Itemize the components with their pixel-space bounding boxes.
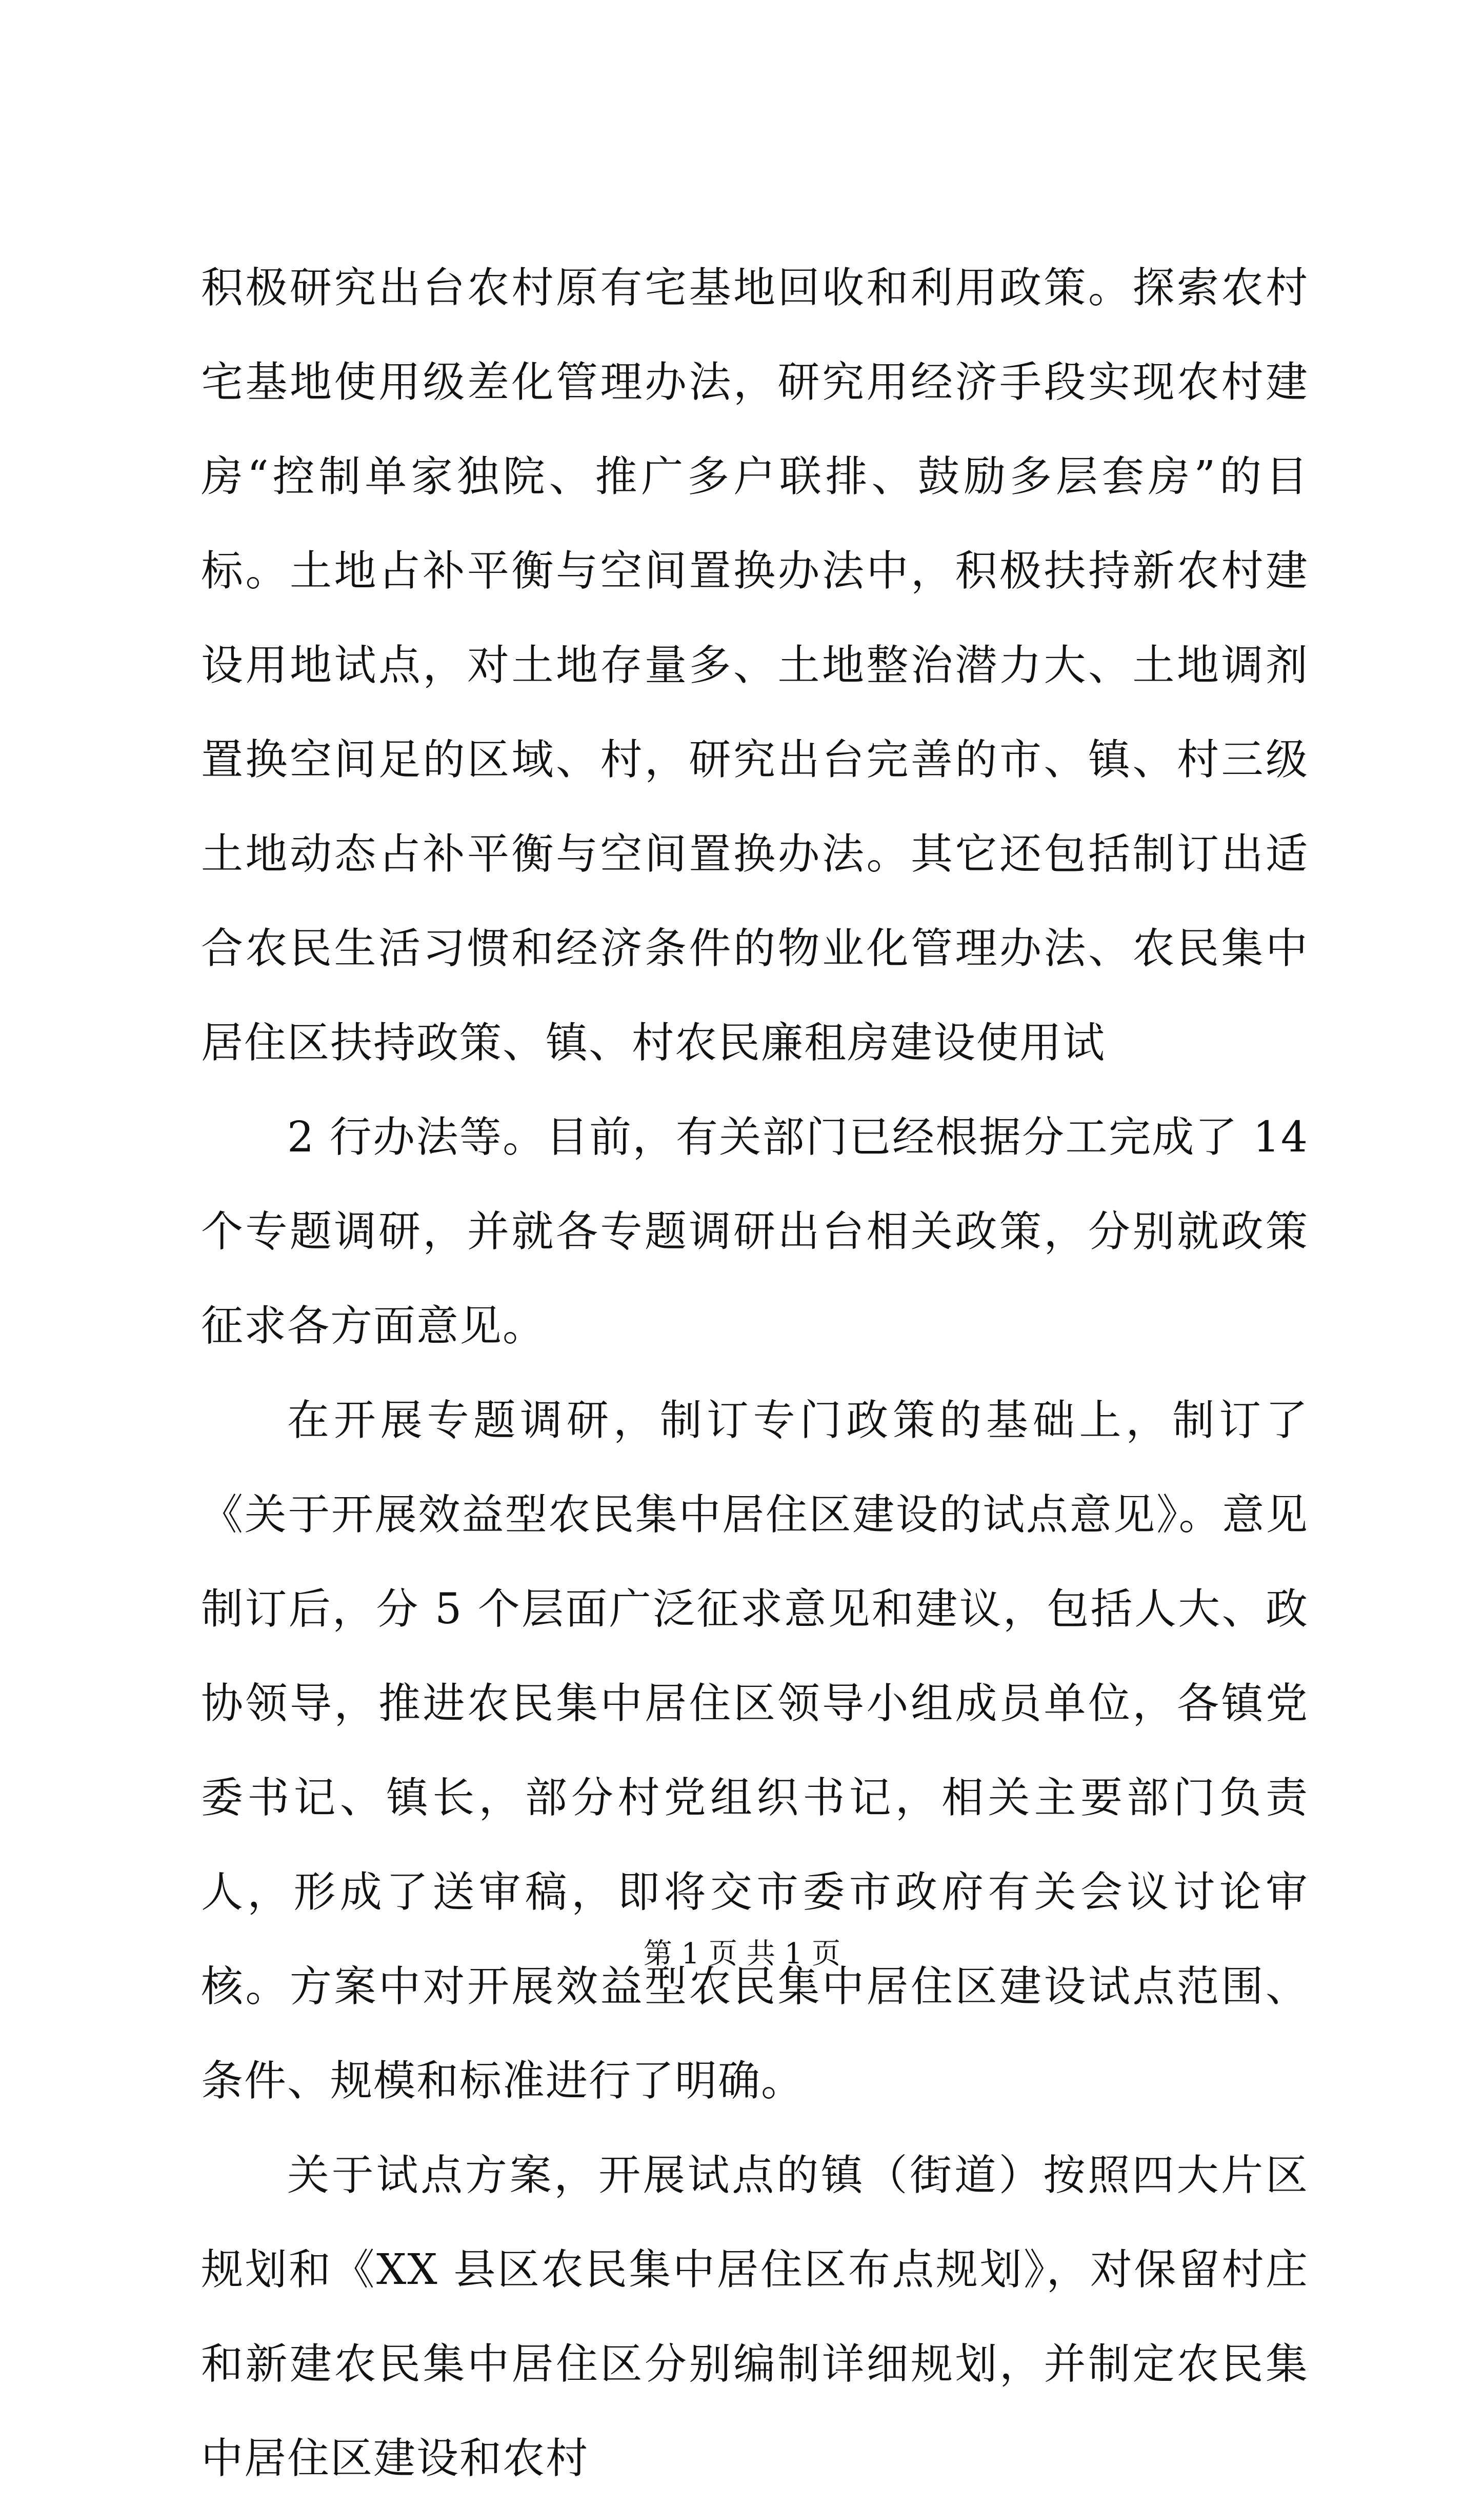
- paragraph-2: 2 行办法等。目前，有关部门已经根据分工完成了 14 个专题调研，并就各专题调研出台相关政策，分别就政策征求各方面意见。: [201, 1113, 1309, 1350]
- paragraph-4: 关于试点方案，开展试点的镇（街道）按照四大片区规划和《XX 县区农民集中居住区布点规划》，对保留村庄和新建农民集中居住区分别编制详细规划，并制定农民集中居住区建设和农村: [201, 2151, 1309, 2483]
- page-number-footer: 第 1 页 共 1 页: [643, 1937, 841, 1971]
- paragraph-3: 在开展专题调研，制订专门政策的基础上，制订了《关于开展效益型农民集中居住区建设的试点意见》。意见制订后，分 5 个层面广泛征求意见和建议，包括人大、政协领导，推进农民集中居住区领导小组成员单位，各镇党委书记、镇长，部分村党组织书记，相关主要部门负责人，形成了送审稿，即将交市委市政府有关会议讨论审核。方案中对开展效益型农民集中居住区建设试点范围、条件、规模和标准进行了明确。: [201, 1396, 1309, 2105]
- paragraph-1: 积极研究出台农村原有宅基地回收和利用政策。探索农村宅基地使用级差化管理办法，研究用经济手段实现农村建房“控制单家独院、推广多户联排、鼓励多层套房”的目标。土地占补平衡与空间置换办法中，积极扶持新农村建设用地试点，对土地存量多、土地整治潜力大、土地调剂置换空间足的区域、村，研究出台完善的市、镇、村三级土地动态占补平衡与空间置换办法。其它还包括制订出适合农民生活习惯和经济条件的物业化管理办法、农民集中居住区扶持政策、镇、村农民廉租房建设使用试: [201, 264, 1309, 1067]
- document-body: [201, 241, 1309, 2506]
